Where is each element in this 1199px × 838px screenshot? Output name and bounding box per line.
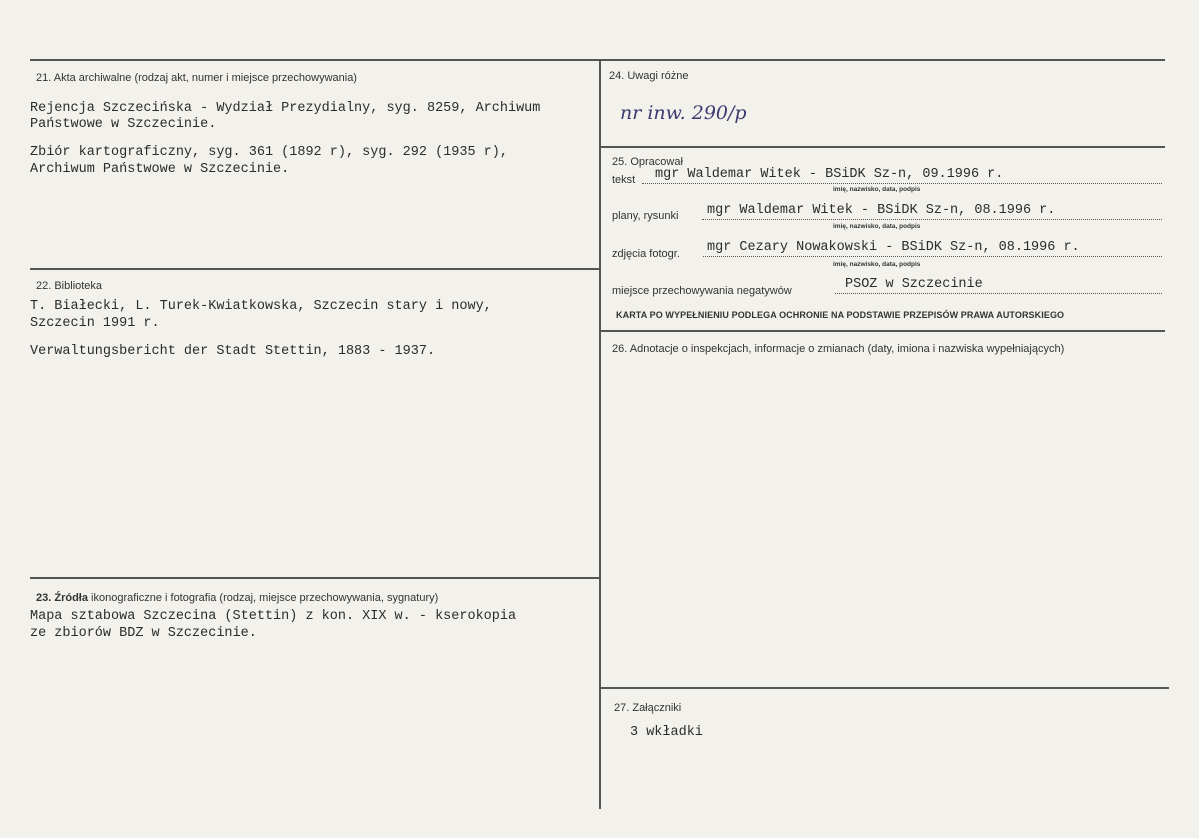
zdjecia-label: zdjęcia fotogr. — [612, 248, 680, 260]
section-24-label: 24. Uwagi różne — [609, 70, 689, 82]
section-26-label: 26. Adnotacje o inspekcjach, informacje o zmianach (daty, imiona i nazwiska wypełniających) — [612, 343, 1065, 355]
section-25-label: 25. Opracował — [612, 156, 683, 168]
section-22-label: 22. Biblioteka — [36, 280, 103, 292]
zdjecia-dotted-line — [703, 256, 1162, 257]
divider-21-22 — [30, 268, 599, 270]
section-23-line-2: ze zbiorów BDZ w Szczecinie. — [30, 626, 257, 641]
tekst-dotted-line — [642, 183, 1162, 184]
section-22-line-2: Szczecin 1991 r. — [30, 316, 160, 331]
divider-25-26 — [601, 330, 1165, 332]
section-21-line-1: Rejencja Szczecińska - Wydział Prezydialny, syg. 8259, Archiwum — [30, 101, 541, 116]
section-21-line-3: Zbiór kartograficzny, syg. 361 (1892 r), syg. 292 (1935 r), — [30, 145, 508, 160]
divider-26-27 — [601, 687, 1169, 689]
zdjecia-value: mgr Cezary Nowakowski - BSiDK Sz-n, 08.1996 r. — [707, 240, 1080, 255]
tekst-caption: imię, nazwisko, data, podpis — [833, 186, 921, 193]
negatywy-value: PSOZ w Szczecinie — [845, 277, 983, 292]
plany-caption: imię, nazwisko, data, podpis — [833, 223, 921, 230]
inventory-number-handwritten: nr inw. 290/p — [620, 102, 747, 124]
section-23-line-1: Mapa sztabowa Szczecina (Stettin) z kon. XIX w. - kserokopia — [30, 609, 517, 624]
tekst-value: mgr Waldemar Witek - BSiDK Sz-n, 09.1996 r. — [655, 167, 1004, 182]
section-23-label-bold: 23. Źródła — [36, 592, 88, 604]
section-27-label: 27. Załączniki — [614, 702, 682, 714]
section-21-line-2: Państwowe w Szczecinie. — [30, 117, 217, 132]
plany-value: mgr Waldemar Witek - BSiDK Sz-n, 08.1996 r. — [707, 203, 1056, 218]
section-23-label-rest: ikonograficzne i fotografia (rodzaj, miejsce przechowywania, sygnatury) — [87, 592, 439, 604]
section-22-line-3: Verwaltungsbericht der Stadt Stettin, 1883 - 1937. — [30, 344, 436, 359]
tekst-label: tekst — [612, 174, 636, 186]
divider-24-25 — [601, 146, 1165, 148]
negatywy-dotted-line — [835, 293, 1162, 294]
section-27-value: 3 wkładki — [630, 725, 703, 740]
divider-23 — [30, 577, 599, 579]
zdjecia-caption: imię, nazwisko, data, podpis — [833, 261, 921, 268]
plany-label: plany, rysunki — [612, 210, 679, 222]
plany-dotted-line — [702, 219, 1162, 220]
top-rule — [30, 59, 1165, 61]
section-21-line-4: Archiwum Państwowe w Szczecinie. — [30, 162, 290, 177]
section-23-label — [36, 592, 438, 604]
copyright-notice: KARTA PO WYPEŁNIENIU PODLEGA OCHRONIE NA PODSTAWIE PRZEPISÓW PRAWA AUTORSKIEGO — [616, 310, 1065, 320]
center-divider — [599, 59, 601, 809]
negatywy-label: miejsce przechowywania negatywów — [612, 285, 792, 297]
section-22-line-1: T. Białecki, L. Turek-Kwiatkowska, Szczecin stary i nowy, — [30, 299, 492, 314]
section-21-label: 21. Akta archiwalne (rodzaj akt, numer i miejsce przechowywania) — [36, 72, 357, 84]
